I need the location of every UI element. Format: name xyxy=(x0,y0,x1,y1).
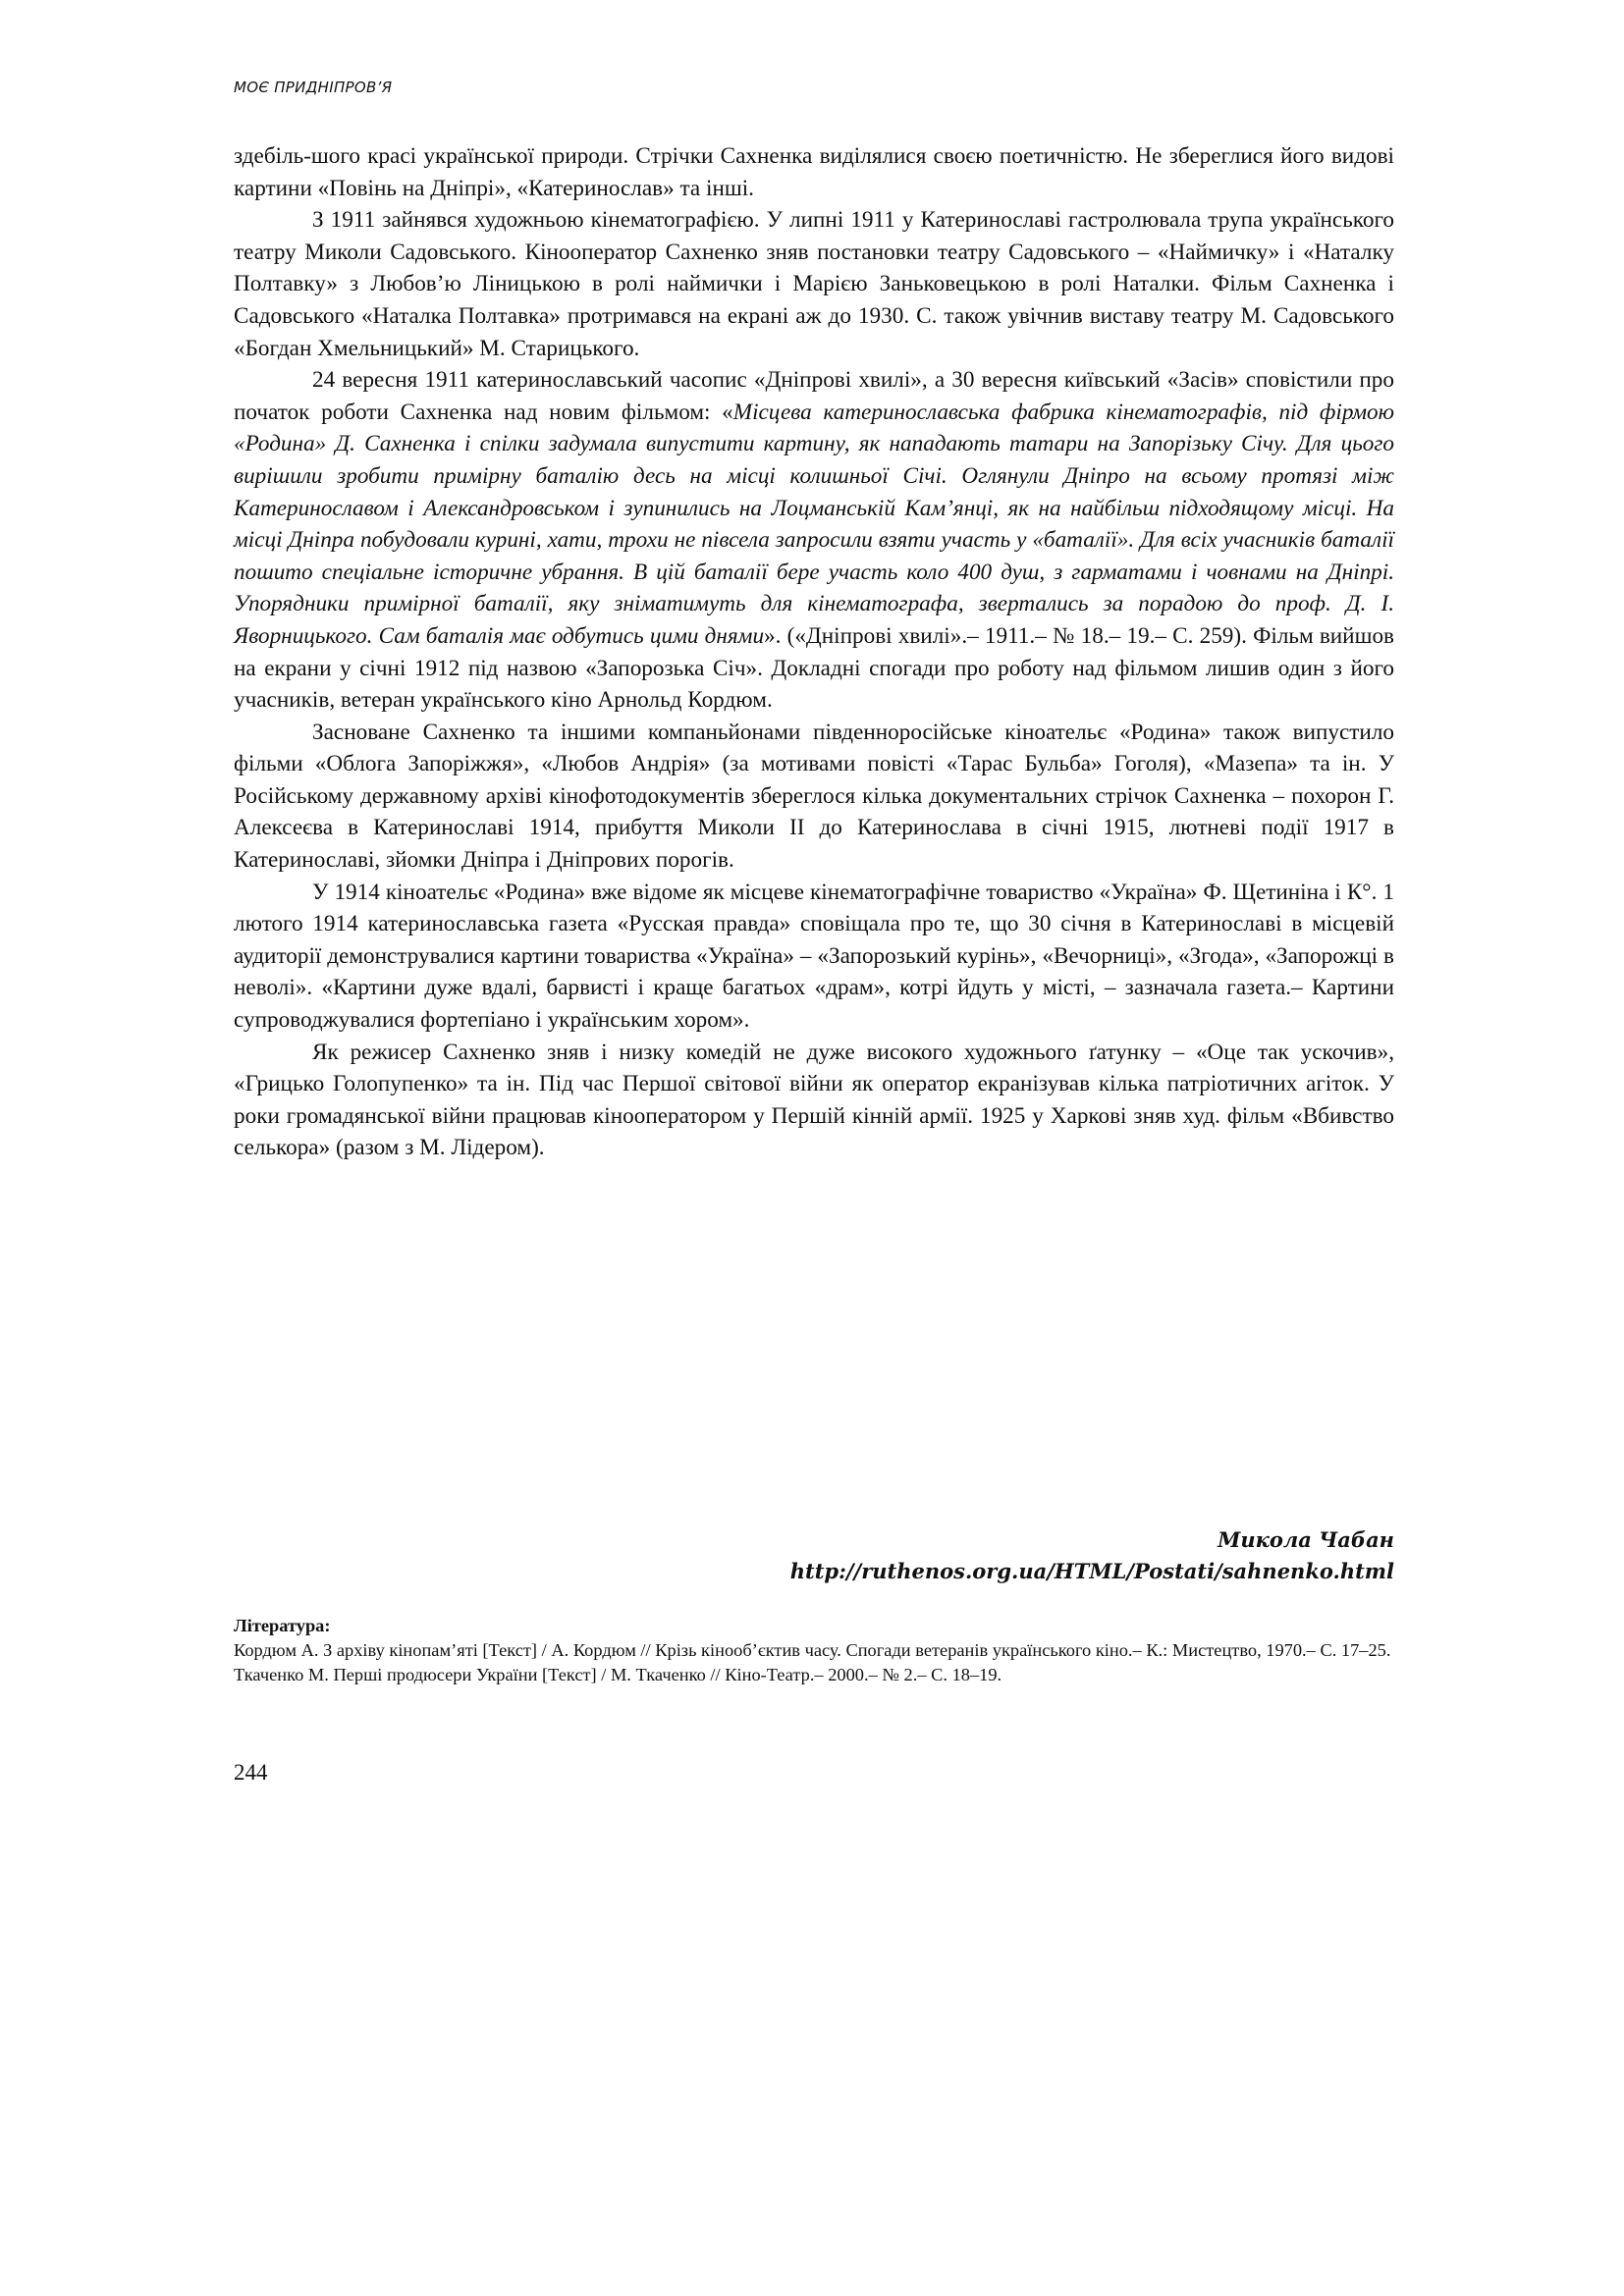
text-segment: Як режисер Сахненко зняв і низку комедій не дуже високого художнього ґатунку – «Оце так ускочив», «Грицько Голопупенко» та ін. Під час Першої світової війни як оператор екранізував кілька патріотичних агіток. У роки громадянської війни працював кінооператором у Першій кінній армії. 1925 у Харкові зняв худ. фільм «Вбивство селькора» (разом з М. Лідером). xyxy=(234,1039,1394,1161)
author-name: Микола Чабан xyxy=(1218,1527,1394,1552)
literature-item: Кордюм А. З архіву кінопам’яті [Текст] / А. Кордюм // Крізь кінооб’єктив часу. Спогади ветеранів українського кіно.– К.: Мистецтво, 1970.– С. 17–25. xyxy=(234,1640,1391,1660)
text-segment: 24 вересня 1911 катеринославський часопис «Дніпрові хвилі», а 30 вересня київський «Засів» сповістили про початок роботи Сахненка над новим фільмом: « xyxy=(234,367,1394,425)
text-segment: здебіль-шого красі української природи. Стрічки Сахненка виділялися своєю поетичністю. Не збереглися його видові картини «Повінь на Дніпрі», «Катеринослав» та інші. xyxy=(234,143,1394,201)
text-segment: Засноване Сахненко та іншими компаньйонами південноросійське кіноательє «Родина» також випустило фільми «Облога Запоріжжя», «Любов Андрія» (за мотивами повісті «Тарас Бульба» Гоголя), «Мазепа» та ін. У Російському державному архіві кінофотодокументів збереглося кілька документальних стрічок Сахненка – похорон Г. Алексеєва в Катеринославі 1914, прибуття Миколи ІІ до Катеринослава в січні 1915, лютневі події 1917 в Катеринославі, зйомки Дніпра і Дніпрових порогів. xyxy=(234,719,1394,874)
paragraph xyxy=(234,1037,1394,1164)
paragraph xyxy=(234,717,1394,877)
literature-section xyxy=(234,1614,1394,1687)
signature-block xyxy=(790,1524,1394,1587)
text-segment: ». («Дніпрові хвилі».– 1911.– № 18.– 19.– С. 259). Фільм вийшов на екрани у січні 1912 під назвою «Запорозька Січ». Докладні спогади про роботу над фільмом лишив один з його учасників, ветеран українського кіно Арнольд Кордюм. xyxy=(234,622,1394,714)
text-segment: З 1911 зайнявся художньою кінематографією. У липні 1911 у Катеринославі гастролювала трупа українського театру Миколи Садовського. Кінооператор Сахненко зняв постановки театру Садовського – «Наймичку» і «Наталку Полтавку» з Любов’ю Ліницькою в ролі наймички і Марією Заньковецькою в ролі Наталки. Фільм Сахненка і Садовського «Наталка Полтавка» протримався на екрані аж до 1930. С. також увічнив виставу театру М. Садовського «Богдан Хмельницький» М. Старицького. xyxy=(234,207,1394,361)
source-url[interactable]: http://ruthenos.org.ua/HTML/Postati/sahnenko.html xyxy=(789,1559,1394,1583)
literature-item: Ткаченко М. Перші продюсери України [Текст] / М. Ткаченко // Кіно-Театр.– 2000.– № 2.– С. 18–19. xyxy=(234,1665,1002,1684)
paragraph xyxy=(234,140,1394,204)
paragraph xyxy=(234,204,1394,364)
running-head: МОЄ ПРИДНІПРОВ’Я xyxy=(234,79,393,96)
article-body xyxy=(234,140,1394,1164)
literature-title: Література: xyxy=(234,1616,331,1635)
paragraph xyxy=(234,877,1394,1037)
text-segment: У 1914 кіноательє «Родина» вже відоме як місцеве кінематографічне товариство «Україна» Ф. Щетиніна і К°. 1 лютого 1914 катеринославська газета «Русская правда» сповіщала про те, що 30 січня в Катеринославі в місцевій аудиторії демонструвалися картини товариства «Україна» – «Запорозький курінь», «Вечорниці», «Згода», «Запорожці в неволі». «Картини дуже вдалі, барвисті і краще багатьох «драм», котрі йдуть у місті, – зазначала газета.– Картини супроводжувалися фортепіано і українським хором». xyxy=(234,879,1394,1034)
paragraph xyxy=(234,364,1394,717)
quoted-italic-text: Місцева катеринославська фабрика кінематографів, під фірмою «Родина» Д. Сахненка і спілки задумала випустити картину, як нападають татари на Запорізьку Січу. Для цього вирішили зробити примірну баталію десь на місці колишньої Січі. Оглянули Дніпро на всьому протязі між Катеринославом і Александровськом і зупинились на Лоцманській Кам’янці, як на найбільш підходящому місці. На місці Дніпра побудовали курині, хати, трохи не півсела запросили взяти участь у «баталії». Для всіх учасників баталії пошито спеціальне історичне убрання. В цій баталії бере участь коло 400 душ, з гарматами і човнами на Дніпрі. Упорядники примірної баталії, яку зніматимуть для кінематографа, звертались за порадою до проф. Д. І. Яворницького. Сам баталія має одбутись цими днями xyxy=(234,399,1394,649)
page-number: 244 xyxy=(234,1760,268,1785)
